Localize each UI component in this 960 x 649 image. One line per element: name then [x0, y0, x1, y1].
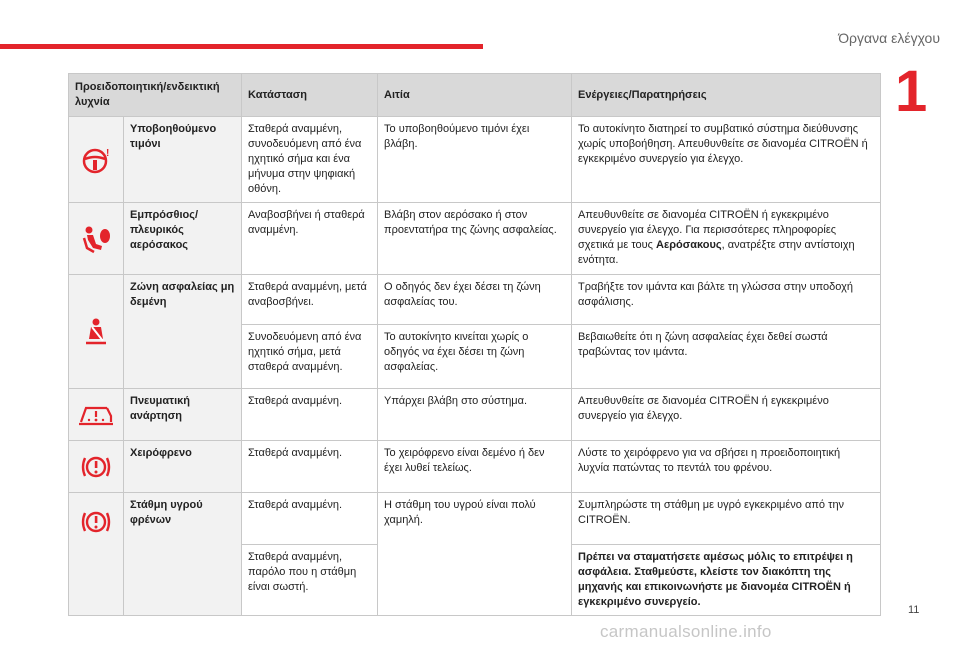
seatbelt-icon: [69, 275, 124, 389]
brake-icon: [69, 441, 124, 493]
actions-text: Απευθυνθείτε σε διανομέα CITROËN ή εγκεκριμένο συνεργείο για έλεγχο. Για περισσότερες πληροφορίες σχετικά με τους: [578, 209, 837, 251]
chapter-number: 1: [895, 59, 928, 124]
lamp-actions-urgent: Πρέπει να σταματήσετε αμέσως μόλις το επιτρέψει η ασφάλεια. Σταθμεύστε, κλείστε τον διακόπτη της μηχανής και επικοινωνήστε με διανομέα CITROËN ή εγκεκριμένο συνεργείο.: [572, 545, 881, 616]
lamp-name: Στάθμη υγρού φρένων: [124, 493, 242, 616]
brake-fluid-icon: [69, 493, 124, 616]
table-row: [69, 203, 881, 275]
lamp-name: Εμπρόσθιος/ πλευρικός αερόσακος: [124, 203, 242, 275]
svg-text:!: !: [106, 147, 110, 159]
lamp-cause: Υπάρχει βλάβη στο σύστημα.: [378, 389, 572, 441]
col-header-cause: Αιτία: [378, 74, 572, 117]
watermark: carmanualsonline.info: [600, 622, 772, 641]
airbag-icon: [69, 203, 124, 275]
lamp-state: Σταθερά αναμμένη, μετά αναβοσβήνει.: [242, 275, 378, 325]
page-number: 11: [908, 604, 920, 616]
lamp-state: Σταθερά αναμμένη.: [242, 441, 378, 493]
section-title: Όργανα ελέγχου: [838, 30, 940, 46]
lamp-cause: Το αυτοκίνητο κινείται χωρίς ο οδηγός να έχει δέσει τη ζώνη ασφαλείας.: [378, 325, 572, 389]
table-row: [69, 493, 881, 545]
lamp-cause: Ο οδηγός δεν έχει δέσει τη ζώνη ασφαλείας του.: [378, 275, 572, 325]
lamp-state: Σταθερά αναμμένη.: [242, 389, 378, 441]
warning-lamps-table: [68, 73, 881, 616]
lamp-name: Πνευματική ανάρτηση: [124, 389, 242, 441]
lamp-cause: Το χειρόφρενο είναι δεμένο ή δεν έχει λυθεί τελείως.: [378, 441, 572, 493]
lamp-actions: Απευθυνθείτε σε διανομέα CITROËN ή εγκεκριμένο συνεργείο για έλεγχο.: [572, 389, 881, 441]
lamp-actions: Συμπληρώστε τη στάθμη με υγρό εγκεκριμένο από την CITROËN.: [572, 493, 881, 545]
lamp-state: Σταθερά αναμμένη, συνοδευόμενη από ένα ηχητικό σήμα και ένα μήνυμα στην ψηφιακή οθόνη.: [242, 117, 378, 203]
col-header-actions: Ενέργειες/Παρατηρήσεις: [572, 74, 881, 117]
header-red-bar: [0, 44, 483, 49]
table-row: [69, 441, 881, 493]
lamp-name: Υποβοηθούμενο τιμόνι: [124, 117, 242, 203]
lamp-state: Σταθερά αναμμένη.: [242, 493, 378, 545]
steering-wheel-warning-icon: [69, 117, 124, 203]
table-row: [69, 275, 881, 325]
lamp-name: Ζώνη ασφαλείας μη δεμένη: [124, 275, 242, 389]
suspension-icon: [69, 389, 124, 441]
lamp-state: Σταθερά αναμμένη, παρόλο που η στάθμη είναι σωστή.: [242, 545, 378, 616]
table-header-row: [69, 74, 881, 117]
lamp-actions: Τραβήξτε τον ιμάντα και βάλτε τη γλώσσα στην υποδοχή ασφάλισης.: [572, 275, 881, 325]
col-header-state: Κατάσταση: [242, 74, 378, 117]
actions-bold-link: Αερόσακους: [656, 239, 722, 251]
lamp-actions: Το αυτοκίνητο διατηρεί το συμβατικό σύστημα διεύθυνσης χωρίς υποβοήθηση. Απευθυνθείτε σε διανομέα CITROËN ή εγκεκριμένο συνεργείο για έλεγχο.: [572, 117, 881, 203]
col-header-lamp: Προειδοποιητική/ενδεικτική λυχνία: [69, 74, 242, 117]
lamp-actions: Λύστε το χειρόφρενο για να σβήσει η προειδοποιητική λυχνία πατώντας το πεντάλ του φρένου.: [572, 441, 881, 493]
lamp-cause: Βλάβη στον αερόσακο ή στον προεντατήρα της ζώνης ασφαλείας.: [378, 203, 572, 275]
lamp-actions: Βεβαιωθείτε ότι η ζώνη ασφαλείας έχει δεθεί σωστά τραβώντας τον ιμάντα.: [572, 325, 881, 389]
lamp-cause: Η στάθμη του υγρού είναι πολύ χαμηλή.: [378, 493, 572, 616]
table-row: [69, 117, 881, 203]
lamp-state: Συνοδευόμενη από ένα ηχητικό σήμα, μετά σταθερά αναμμένη.: [242, 325, 378, 389]
lamp-state: Αναβοσβήνει ή σταθερά αναμμένη.: [242, 203, 378, 275]
table-row: [69, 389, 881, 441]
lamp-name: Χειρόφρενο: [124, 441, 242, 493]
lamp-cause: Το υποβοηθούμενο τιμόνι έχει βλάβη.: [378, 117, 572, 203]
actions-text-end: , ανατρέξτε στην αντίστοιχη ενότητα.: [578, 239, 855, 266]
lamp-actions: [572, 203, 881, 275]
